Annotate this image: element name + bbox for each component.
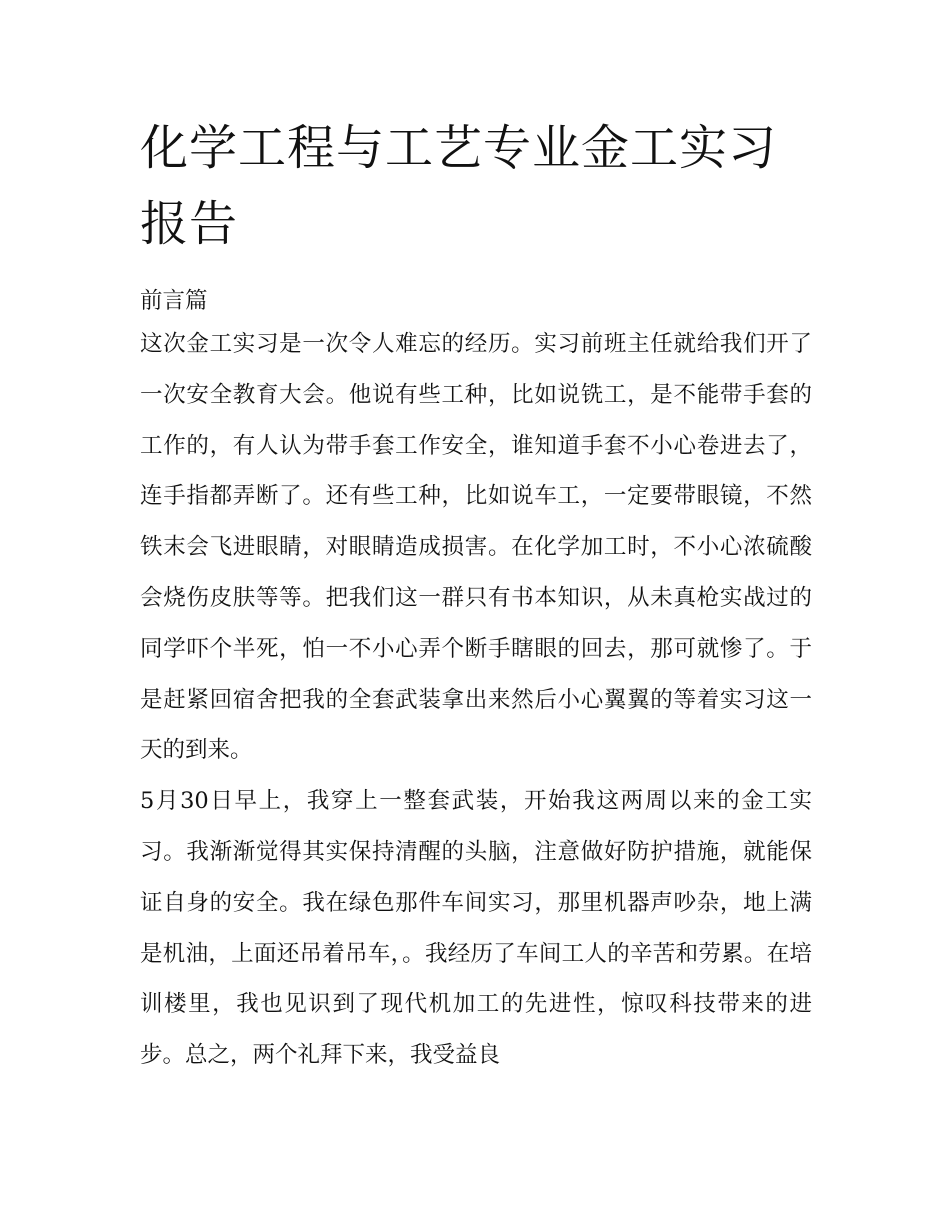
paragraph-preface: 这次金工实习是一次令人难忘的经历。实习前班主任就给我们开了一次安全教育大会。他说有些工种，比如说铣工，是不能带手套的工作的，有人认为带手套工作安全，谁知道手套不小心卷进去了，连手指都弄断了。还有些工种，比如说车工，一定要带眼镜，不然铁末会飞进眼睛，对眼睛造成损害。在化学加工时，不小心浓硫酸会烧伤皮肤等等。把我们这一群只有书本知识，从未真枪实战过的同学吓个半死，怕一不小心弄个断手瞎眼的回去，那可就惨了。于是赶紧回宿舍把我的全套武装拿出来然后小心翼翼的等着实习这一天的到来。 [140, 331, 812, 764]
paragraph-may-30: 5月30日早上，我穿上一整套武装，开始我这两周以来的金工实习。我渐渐觉得其实保持清醒的头脑，注意做好防护措施，就能保证自身的安全。我在绿色那件车间实习，那里机器声吵杂，地上满是机油，上面还吊着吊车，。我经历了车间工人的辛苦和劳累。在培训楼里，我也见识到了现代机加工的先进性，惊叹科技带来的进步。总之，两个礼拜下来，我受益良 [140, 788, 812, 1069]
document-body [140, 110, 812, 1081]
document-title: 化学工程与工艺专业金工实习报告 [140, 120, 778, 252]
section-heading: 前言篇 [140, 288, 208, 314]
